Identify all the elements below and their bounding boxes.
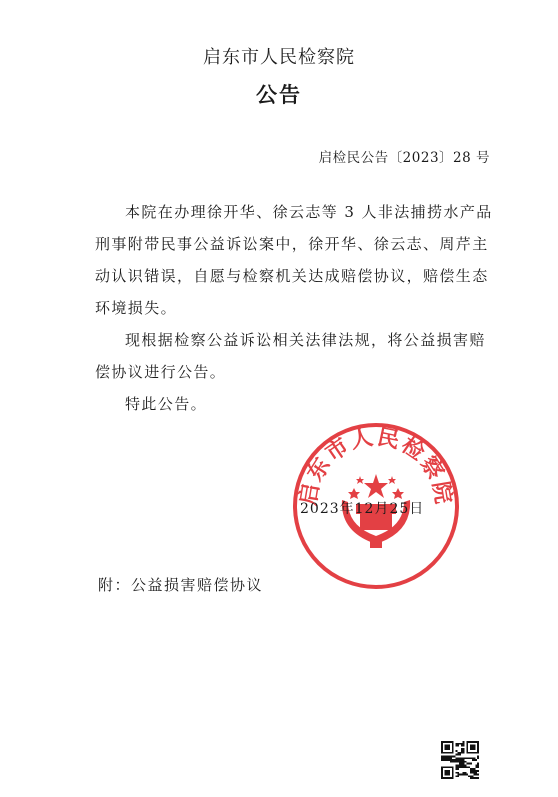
attachment-note: 附：公益损害赔偿协议 bbox=[98, 576, 264, 594]
paragraph-notice: 现根据检察公益诉讼相关法律法规，将公益损害赔偿协议进行公告。 bbox=[95, 331, 486, 381]
paragraph-case: 本院在办理徐开华、徐云志等 3 人非法捕捞水产品刑事附带民事公益诉讼案中，徐开华、徐云志、周芹主动认识错误，自愿与检察机关达成赔偿协议，赔偿生态环境损失。 bbox=[95, 203, 493, 317]
qr-code-icon bbox=[441, 741, 479, 779]
announcement-body bbox=[95, 196, 495, 420]
organization-name: 启东市人民检察院 bbox=[203, 47, 355, 68]
paragraph-closing: 特此公告。 bbox=[125, 395, 208, 413]
document-number: 启检民公告〔2023〕28 号 bbox=[318, 150, 490, 166]
svg-text:启东市人民检察院: 启东市人民检察院 bbox=[296, 424, 456, 508]
page-title: 公告 bbox=[256, 83, 302, 107]
announcement-date: 2023年12月25日 bbox=[300, 501, 425, 517]
